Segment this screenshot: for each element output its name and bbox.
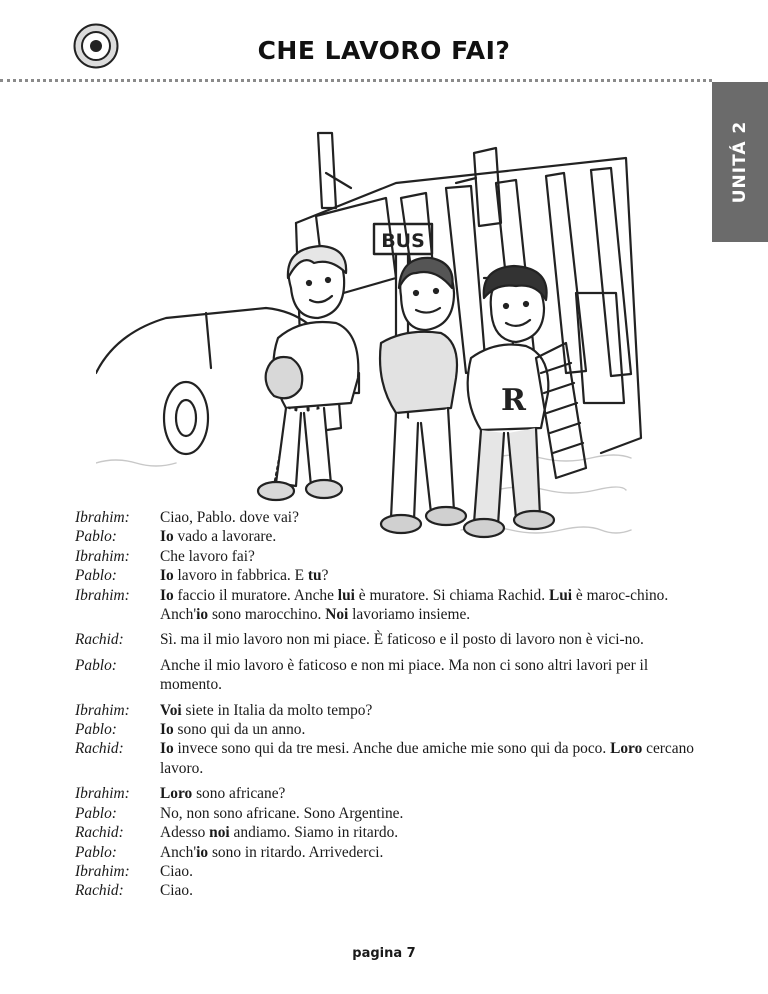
bus-sign-text: BUS: [381, 230, 425, 252]
dialogue-line: [75, 566, 705, 585]
line-text: [160, 823, 705, 842]
shirt-letter: R: [501, 383, 526, 418]
unit-side-tab: [712, 82, 768, 242]
line-text: [160, 804, 705, 823]
page-number: pagina 7: [352, 946, 416, 961]
text-fragment: andiamo. Siamo in ritardo.: [229, 824, 399, 842]
text-fragment: siete in Italia da molto tempo?: [181, 701, 373, 719]
text-fragment: No, non sono africane. Sono Argentine.: [160, 804, 404, 822]
speaker-name: Ibrahim:: [75, 547, 130, 565]
text-fragment: è maroc-chino. Anch': [160, 586, 669, 624]
line-text: [160, 784, 705, 803]
speaker-name: Rachid:: [75, 740, 124, 758]
text-fragment: faccio il muratore. Anche: [173, 586, 338, 604]
dialogue-line: [75, 862, 705, 881]
bold-pronoun: io: [196, 843, 209, 861]
speaker-name: Pablo:: [75, 567, 117, 585]
bold-pronoun: tu: [307, 567, 322, 585]
text-fragment: lavoriamo insieme.: [348, 606, 471, 624]
line-text: [160, 527, 705, 546]
bold-pronoun: Io: [160, 740, 174, 758]
unit-label: UNITÁ 2: [730, 120, 750, 204]
text-fragment: invece sono qui da tre mesi. Anche due amiche mie sono qui da poco.: [173, 740, 611, 758]
bold-pronoun: noi: [209, 824, 230, 842]
line-text: [160, 566, 705, 585]
text-fragment: Ciao.: [160, 882, 193, 900]
line-text: [160, 656, 705, 695]
speaker-name: Rachid:: [75, 631, 124, 649]
dialogue-line: [75, 547, 705, 566]
dialogue-line: [75, 527, 705, 546]
cartoon-bus-stop-illustration: [96, 128, 656, 548]
line-text: [160, 630, 705, 649]
text-fragment: Anch': [160, 843, 197, 861]
dialogue-line: [75, 804, 705, 823]
bold-pronoun: lui: [337, 586, 355, 604]
line-text: [160, 862, 705, 881]
line-text: [160, 508, 705, 527]
dotted-divider: [0, 79, 712, 82]
text-fragment: sono africane?: [192, 785, 286, 803]
page-title: CHE LAVORO FAI?: [257, 36, 511, 65]
dialogue-line: [75, 630, 705, 649]
dialogue-line: [75, 720, 705, 739]
text-fragment: sono qui da un anno.: [173, 721, 306, 739]
dialogue-line: [75, 701, 705, 720]
line-text: [160, 843, 705, 862]
speaker-name: Pablo:: [75, 528, 117, 546]
dialogue-line: [75, 508, 705, 527]
dialogue: [75, 508, 705, 901]
bold-pronoun: Io: [160, 567, 174, 585]
speaker-name: Rachid:: [75, 882, 124, 900]
speaker-name: Ibrahim:: [75, 701, 130, 719]
dialogue-line: [75, 739, 705, 778]
line-text: [160, 739, 705, 778]
bold-pronoun: Loro: [610, 740, 643, 758]
text-fragment: Anche il mio lavoro è faticoso e non mi piace. Ma non ci sono altri lavori per il momento.: [160, 656, 649, 694]
line-text: [160, 701, 705, 720]
text-fragment: Sì. ma il mio lavoro non mi piace. È faticoso e il posto di lavoro non è vici-no.: [160, 631, 644, 649]
bold-pronoun: Loro: [160, 785, 193, 803]
bold-pronoun: Io: [160, 586, 174, 604]
bold-pronoun: Io: [160, 528, 174, 546]
line-text: [160, 586, 705, 625]
bold-pronoun: Voi: [160, 701, 182, 719]
text-fragment: Adesso: [160, 824, 210, 842]
line-text: [160, 720, 705, 739]
speaker-name: Pablo:: [75, 843, 117, 861]
dialogue-line: [75, 656, 705, 695]
text-fragment: sono in ritardo. Arrivederci.: [208, 843, 384, 861]
speaker-name: Ibrahim:: [75, 509, 130, 526]
person-right: [464, 266, 554, 537]
speaker-name: Pablo:: [75, 656, 117, 674]
dialogue-line: [75, 823, 705, 842]
bold-pronoun: Io: [160, 721, 174, 739]
dialogue-line: [75, 843, 705, 862]
bold-pronoun: Lui: [548, 586, 573, 604]
dialogue-line: [75, 784, 705, 803]
text-fragment: sono marocchino.: [208, 606, 326, 624]
dialogue-line: [75, 881, 705, 900]
text-fragment: Che lavoro fai?: [160, 547, 255, 565]
person-left: [258, 246, 358, 500]
text-fragment: lavoro in fabbrica. E: [173, 567, 308, 585]
line-text: [160, 881, 705, 900]
speaker-name: Ibrahim:: [75, 586, 130, 604]
bold-pronoun: io: [196, 606, 209, 624]
text-fragment: vado a lavorare.: [173, 528, 277, 546]
text-fragment: cercano lavoro.: [160, 740, 694, 777]
text-fragment: è muratore. Si chiama Rachid.: [354, 586, 549, 604]
text-fragment: ?: [321, 567, 329, 585]
text-fragment: Ciao, Pablo. dove vai?: [160, 509, 299, 526]
speaker-name: Pablo:: [75, 721, 117, 739]
bold-pronoun: Noi: [325, 606, 349, 624]
line-text: [160, 547, 705, 566]
speaker-name: Rachid:: [75, 824, 124, 842]
person-middle: [380, 258, 466, 533]
speaker-name: Ibrahim:: [75, 785, 130, 803]
speaker-name: Pablo:: [75, 804, 117, 822]
speaker-name: Ibrahim:: [75, 862, 130, 880]
dialogue-line: [75, 586, 705, 625]
text-fragment: Ciao.: [160, 862, 193, 880]
